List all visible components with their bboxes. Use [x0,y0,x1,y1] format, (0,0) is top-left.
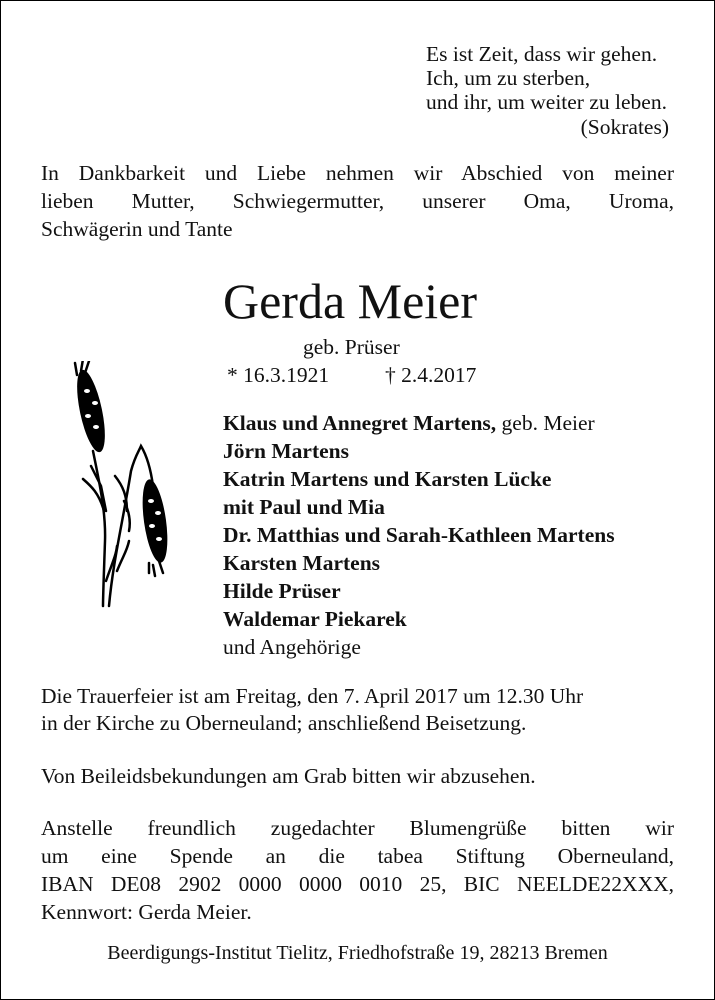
condolences-note: Von Beileidsbekundungen am Grab bitten wir abzusehen. [41,764,536,788]
birth-date: * 16.3.1921 [227,363,330,387]
mourner: Katrin Martens und Karsten Lücke [223,467,552,491]
mourner: Dr. Matthias und Sarah-Kathleen Martens [223,523,615,547]
mourner: Waldemar Piekarek [223,607,407,631]
wheat-illustration [61,361,181,611]
mourner: mit Paul und Mia [223,495,385,519]
quote-line: und ihr, um weiter zu leben. [426,90,667,114]
intro-line: In Dankbarkeit und Liebe nehmen wir Abschied von meiner [41,161,674,185]
deceased-name: Gerda Meier [223,273,478,329]
ceremony-line: in der Kirche zu Oberneuland; anschließend Beisetzung. [41,711,527,735]
birth-name: geb. Prüser [303,335,400,359]
mourner: Karsten Martens [223,551,381,575]
death-date: † 2.4.2017 [385,363,477,387]
mourner-note: geb. Meier [496,411,595,435]
intro-line: Schwägerin und Tante [41,217,233,241]
quote-line: Ich, um zu sterben, [426,66,591,90]
donation-line: um eine Spende an die tabea Stiftung Oberneuland, [41,844,674,868]
donation-line: Anstelle freundlich zugedachter Blumengrüße bitten wir [41,816,674,840]
mourner: und Angehörige [223,635,361,659]
donation-line: IBAN DE08 2902 0000 0000 0010 25, BIC NEELDE22XXX, [41,872,674,896]
mourner [223,410,595,436]
mourner-name: Klaus und Annegret Martens, [223,411,497,435]
donation-line: Kennwort: Gerda Meier. [41,900,252,924]
ceremony-line: Die Trauerfeier ist am Freitag, den 7. April 2017 um 12.30 Uhr [41,684,584,708]
mourner: Jörn Martens [223,439,349,463]
mourner: Hilde Prüser [223,579,341,603]
quote-author: (Sokrates) [580,115,669,139]
quote-line: Es ist Zeit, dass wir gehen. [426,42,658,66]
funeral-home-footer: Beerdigungs-Institut Tielitz, Friedhofstraße 19, 28213 Bremen [107,942,608,964]
intro-line: lieben Mutter, Schwiegermutter, unserer Oma, Uroma, [41,189,674,213]
